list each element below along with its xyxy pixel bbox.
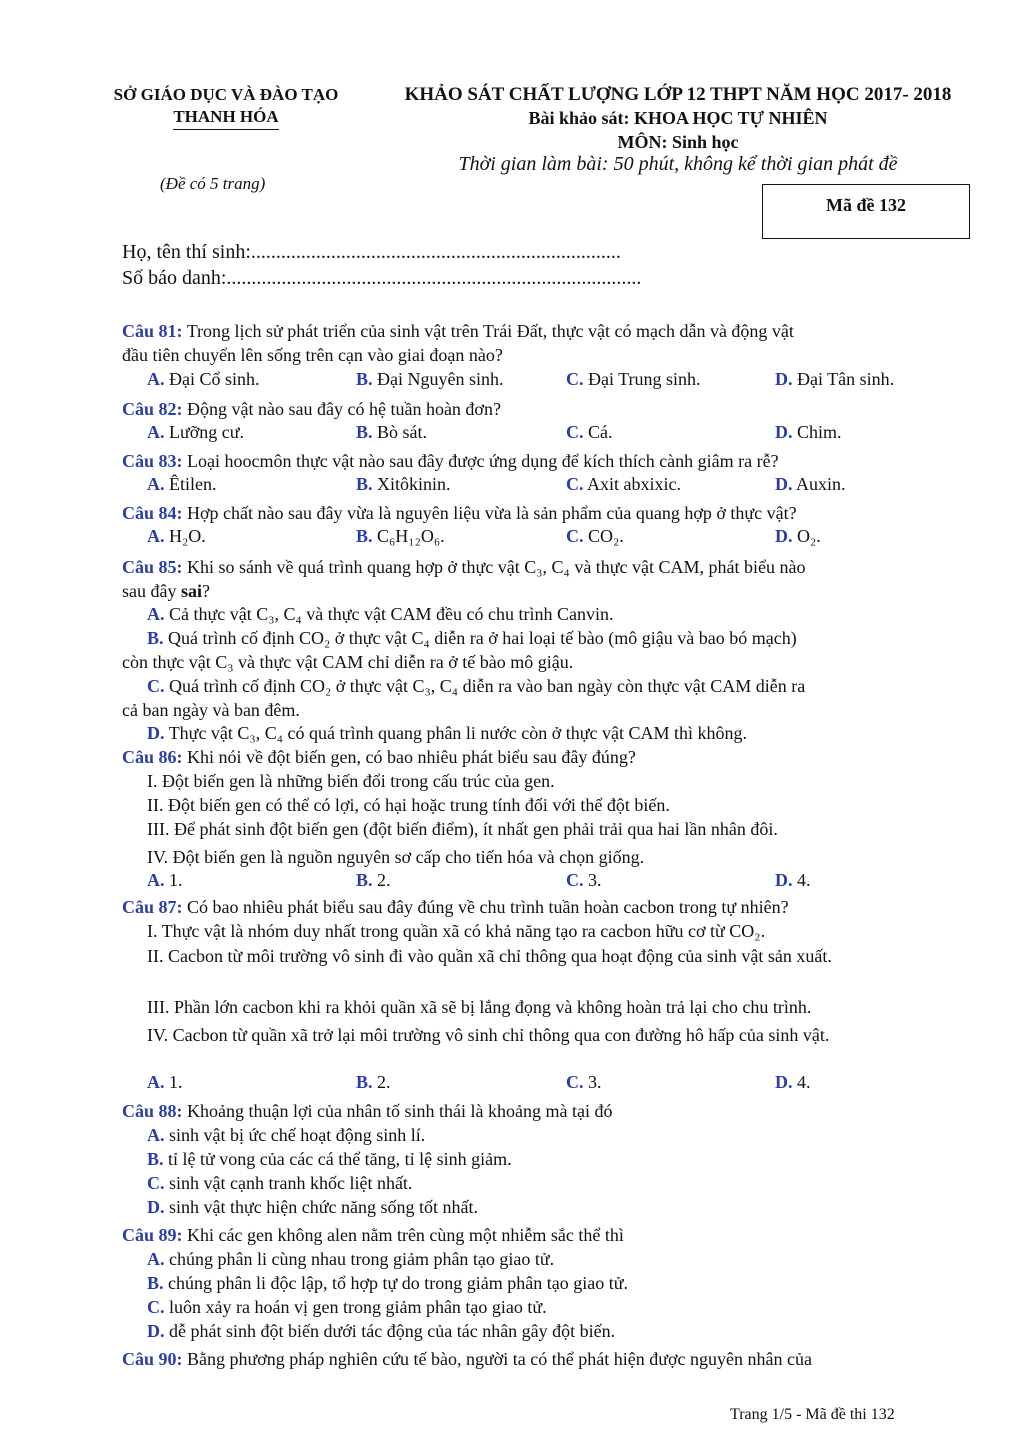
- question-89: [122, 1224, 930, 1248]
- question-text: Khi các gen không alen nằm trên cùng một nhiễm sắc thể thì: [182, 1225, 624, 1245]
- exam-subject: MÔN: Sinh học: [617, 132, 739, 152]
- question-text: Hợp chất nào sau đây vừa là nguyên liệu vừa là sản phẩm của quang hợp ở thực vật?: [182, 503, 797, 523]
- answer-c[interactable]: C. Đại Trung sinh.: [566, 369, 701, 389]
- answer-c[interactable]: C. Axit abxixic.: [566, 474, 681, 494]
- question-88: [122, 1100, 930, 1124]
- answer-a[interactable]: A. H₂O.: [147, 526, 206, 546]
- question-83: [122, 450, 930, 474]
- statement-3: III. Phần lớn cacbon khi ra khỏi quần xã sẽ bị lắng đọng và không hoàn trả lại cho chu trình.: [147, 997, 812, 1017]
- answer-b[interactable]: B. tỉ lệ tử vong của các cá thể tăng, tỉ lệ sinh giảm.: [147, 1149, 512, 1169]
- question-86: [122, 746, 930, 770]
- answer-c[interactable]: C. Cá.: [566, 422, 613, 442]
- answer-a[interactable]: A. 1.: [147, 1072, 183, 1092]
- answer-a[interactable]: A. Êtilen.: [147, 474, 217, 494]
- answer-row: [0, 526, 1024, 550]
- answer-a[interactable]: A. chúng phân li cùng nhau trong giảm phân tạo giao tử.: [147, 1249, 555, 1269]
- question-85: Câu 85: Khi so sánh về quá trình quang hợp ở thực vật C₃, C₄ và thực vật CAM, phát biểu nào sau đây sai?: [122, 557, 806, 601]
- question-label: Câu 90:: [122, 1349, 183, 1369]
- candidate-name-line: Họ, tên thí sinh:..........................................................................: [122, 241, 621, 263]
- answer-d[interactable]: D. dễ phát sinh đột biến dưới tác động của tác nhân gây đột biến.: [147, 1321, 616, 1341]
- page-footer: Trang 1/5 - Mã đề thi 132: [730, 1406, 895, 1423]
- answer-c[interactable]: C. sinh vật cạnh tranh khốc liệt nhất.: [147, 1173, 413, 1193]
- statement-3: III. Để phát sinh đột biến gen (đột biến điểm), ít nhất gen phải trải qua hai lần nhân đôi.: [147, 819, 778, 839]
- answer-a[interactable]: A. Đại Cổ sinh.: [147, 369, 260, 389]
- exam-title: KHẢO SÁT CHẤT LƯỢNG LỚP 12 THPT NĂM HỌC 2017- 2018: [404, 84, 952, 105]
- answer-c[interactable]: C. 3.: [566, 1072, 602, 1092]
- answer-a[interactable]: A. 1.: [147, 870, 183, 890]
- answer-b[interactable]: B. 2.: [356, 1072, 391, 1092]
- answer-c[interactable]: C. CO₂.: [566, 526, 624, 546]
- question-text: Trong lịch sử phát triển của sinh vật trên Trái Đất, thực vật có mạch dẫn và động vật: [182, 321, 794, 341]
- answer-d[interactable]: D. O₂.: [775, 526, 821, 546]
- statement-1: I. Thực vật là nhóm duy nhất trong quần xã có khả năng tạo ra cacbon hữu cơ từ CO₂.: [147, 921, 766, 941]
- question-text: Có bao nhiêu phát biểu sau đây đúng về chu trình tuần hoàn cacbon trong tự nhiên?: [182, 897, 789, 917]
- answer-b[interactable]: B. C₆H₁₂O₆.: [356, 526, 445, 546]
- question-label: Câu 81:: [122, 321, 183, 341]
- answer-d[interactable]: D. Đại Tân sinh.: [775, 369, 895, 389]
- answer-d[interactable]: D. 4.: [775, 1072, 811, 1092]
- answer-c[interactable]: C. 3.: [566, 870, 602, 890]
- question-label: Câu 89:: [122, 1225, 183, 1245]
- question-label: Câu 87:: [122, 897, 183, 917]
- answer-b[interactable]: B. Đại Nguyên sinh.: [356, 369, 504, 389]
- question-text: Động vật nào sau đây có hệ tuần hoàn đơn?: [182, 399, 501, 419]
- answer-d[interactable]: D. Auxin.: [775, 474, 846, 494]
- answer-a[interactable]: A. Cả thực vật C₃, C₄ và thực vật CAM đều có chu trình Canvin.: [147, 604, 614, 624]
- answer-c[interactable]: C. luôn xảy ra hoán vị gen trong giảm phân tạo giao tử.: [147, 1297, 547, 1317]
- answer-b[interactable]: B. Quá trình cố định CO₂ ở thực vật C₄ diễn ra ở hai loại tế bào (mô giậu và bao bó mạch) còn thực vật C₃ và thực vật CAM chỉ diễn ra ở tế bào mô giậu.: [122, 628, 797, 672]
- question-label: Câu 85:: [122, 557, 183, 577]
- answer-row: [0, 870, 1024, 894]
- exam-code-box: Mã đề 132: [762, 184, 970, 239]
- answer-a[interactable]: A. sinh vật bị ức chế hoạt động sinh lí.: [147, 1125, 426, 1145]
- statement-4: IV. Cacbon từ quần xã trở lại môi trường vô sinh chỉ thông qua con đường hô hấp của sinh vật.: [147, 1025, 830, 1045]
- answer-row: [0, 422, 1024, 446]
- question-text: Khoảng thuận lợi của nhân tố sinh thái là khoảng mà tại đó: [182, 1101, 613, 1121]
- question-label: Câu 82:: [122, 399, 183, 419]
- statement-2: II. Đột biến gen có thể có lợi, có hại hoặc trung tính đối với thể đột biến.: [147, 795, 670, 815]
- page-count-note: (Đề có 5 trang): [160, 174, 266, 193]
- answer-row: [0, 1072, 1024, 1096]
- answer-c[interactable]: C. Quá trình cố định CO₂ ở thực vật C₃, C₄ diễn ra vào ban ngày còn thực vật CAM diễn ra cả ban ngày và ban đêm.: [122, 676, 806, 720]
- answer-row: [0, 474, 1024, 498]
- question-84: [122, 502, 930, 526]
- question-label: Câu 86:: [122, 747, 183, 767]
- answer-d[interactable]: D. sinh vật thực hiện chức năng sống tốt nhất.: [147, 1197, 478, 1217]
- question-81: [122, 320, 930, 367]
- candidate-id-line: Số báo danh:...................................................................................: [122, 267, 642, 289]
- statement-2: II. Cacbon từ môi trường vô sinh đi vào quần xã chỉ thông qua hoạt động của sinh vật sản xuất.: [147, 946, 832, 966]
- question-text: Khi nói về đột biến gen, có bao nhiêu phát biểu sau đây đúng?: [182, 747, 636, 767]
- question-text: Loại hoocmôn thực vật nào sau đây được ứng dụng để kích thích cành giâm ra rễ?: [182, 451, 779, 471]
- department-block: [100, 84, 352, 130]
- question-82: [122, 398, 930, 422]
- answer-d[interactable]: D. 4.: [775, 870, 811, 890]
- question-90: [122, 1348, 930, 1372]
- answer-b[interactable]: B. 2.: [356, 870, 391, 890]
- question-text-cont: đầu tiên chuyển lên sống trên cạn vào giai đoạn nào?: [122, 344, 503, 365]
- statement-1: I. Đột biến gen là những biến đổi trong cấu trúc của gen.: [147, 771, 555, 791]
- answer-b[interactable]: B. chúng phân li độc lập, tổ hợp tự do trong giảm phân tạo giao tử.: [147, 1273, 628, 1293]
- department-name: SỞ GIÁO DỤC VÀ ĐÀO TẠO: [113, 85, 339, 104]
- question-label: Câu 83:: [122, 451, 183, 471]
- answer-row: [0, 369, 1024, 393]
- question-87: [122, 896, 930, 920]
- answer-d[interactable]: D. Thực vật C₃, C₄ có quá trình quang phân li nước còn ở thực vật CAM thì không.: [147, 723, 747, 743]
- exam-time: Thời gian làm bài: 50 phút, không kể thời gian phát đề: [458, 153, 898, 175]
- answer-d[interactable]: D. Chim.: [775, 422, 842, 442]
- province-name: THANH HÓA: [173, 106, 278, 130]
- answer-b[interactable]: B. Bò sát.: [356, 422, 428, 442]
- exam-subtitle: Bài khảo sát: KHOA HỌC TỰ NHIÊN: [528, 108, 828, 128]
- emphasis-sai: sai: [180, 580, 202, 601]
- question-text: Khi so sánh về quá trình quang hợp ở thực vật C₃, C₄ và thực vật CAM, phát biểu nào: [182, 557, 806, 577]
- answer-a[interactable]: A. Lưỡng cư.: [147, 422, 245, 442]
- statement-4: IV. Đột biến gen là nguồn nguyên sơ cấp cho tiến hóa và chọn giống.: [147, 847, 645, 867]
- answer-b[interactable]: B. Xitôkinin.: [356, 474, 451, 494]
- question-text: Bằng phương pháp nghiên cứu tế bào, người ta có thể phát hiện được nguyên nhân của: [182, 1349, 812, 1369]
- question-label: Câu 84:: [122, 503, 183, 523]
- question-label: Câu 88:: [122, 1101, 183, 1121]
